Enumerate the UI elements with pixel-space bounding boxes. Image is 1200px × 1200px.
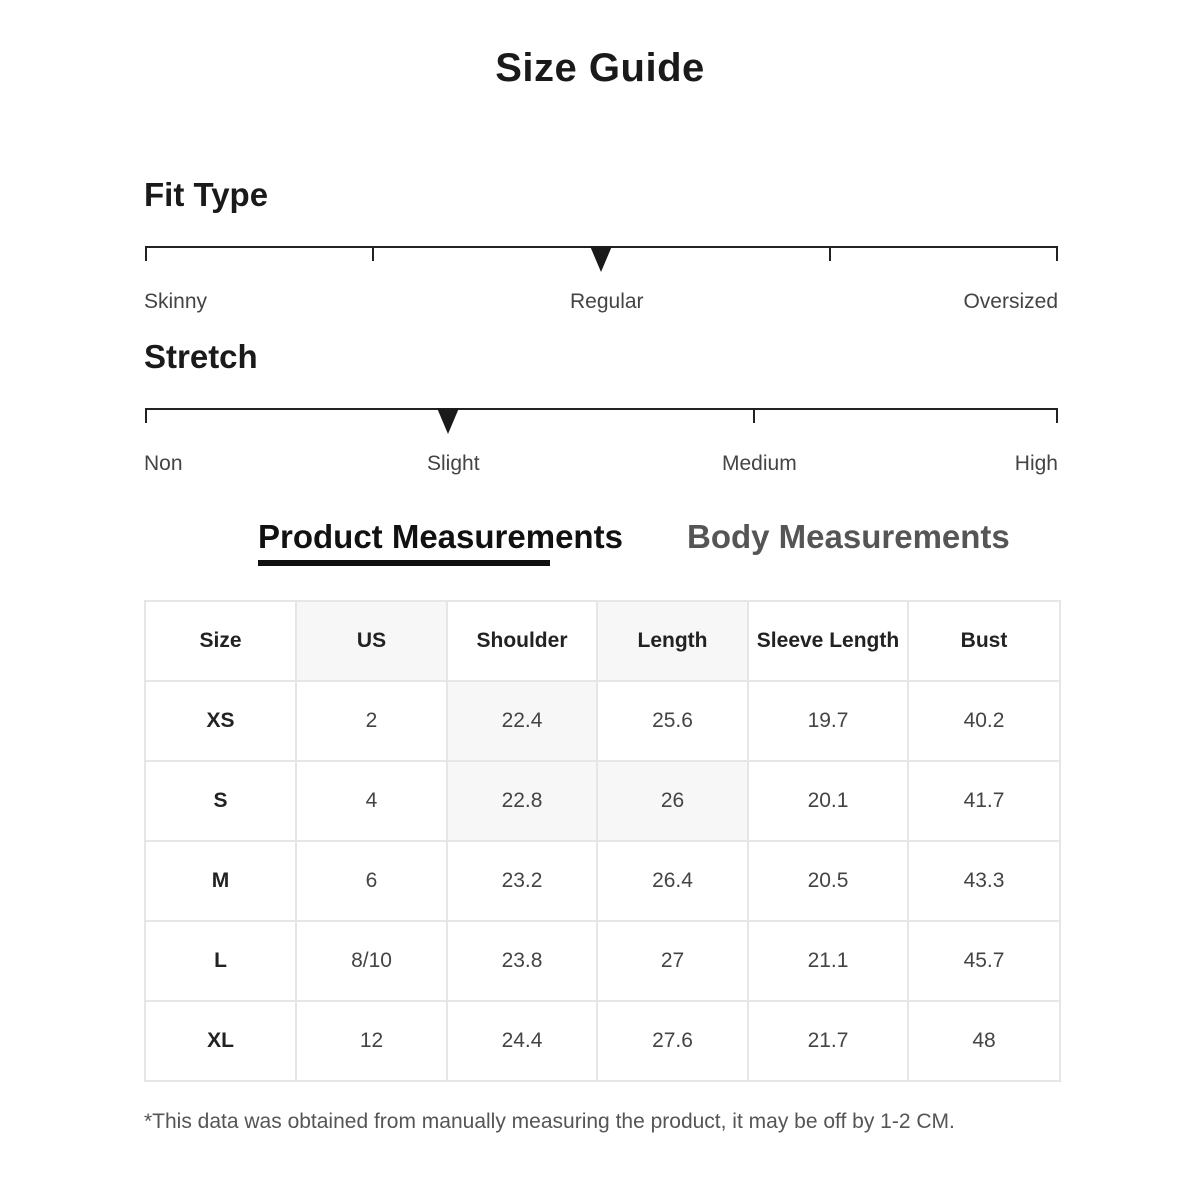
table-cell: 23.2	[447, 841, 597, 921]
table-cell: 20.1	[748, 761, 908, 841]
tab-product-measurements[interactable]: Product Measurements	[258, 518, 623, 555]
scale-tick	[145, 408, 147, 423]
table-cell: 22.8	[447, 761, 597, 841]
scale-tick	[829, 246, 831, 261]
table-header-row	[145, 601, 1060, 681]
table-row	[145, 1001, 1060, 1081]
table-cell: 40.2	[908, 681, 1060, 761]
table-cell: XS	[145, 681, 296, 761]
table-cell: 48	[908, 1001, 1060, 1081]
stretch-scale	[145, 408, 1058, 424]
measurement-disclaimer: *This data was obtained from manually measuring the product, it may be off by 1-2 CM.	[144, 1110, 955, 1133]
table-cell: 24.4	[447, 1001, 597, 1081]
table-cell: 23.8	[447, 921, 597, 1001]
fit-label-oversized: Oversized	[963, 290, 1058, 313]
product-measurements-table	[144, 600, 1061, 1082]
fit-label-skinny: Skinny	[144, 290, 208, 313]
fit-type-scale	[145, 246, 1058, 262]
table-cell: 41.7	[908, 761, 1060, 841]
table-cell: 2	[296, 681, 447, 761]
table-cell: 22.4	[447, 681, 597, 761]
table-cell: 21.7	[748, 1001, 908, 1081]
header-bust: Bust	[908, 601, 1060, 681]
scale-tick	[372, 246, 374, 261]
table-cell: M	[145, 841, 296, 921]
table-cell: S	[145, 761, 296, 841]
stretch-label-non: Non	[144, 452, 183, 475]
table-row	[145, 841, 1060, 921]
table-cell: 12	[296, 1001, 447, 1081]
fit-type-heading: Fit Type	[144, 176, 269, 213]
stretch-marker-icon	[437, 408, 459, 434]
table-cell: 25.6	[597, 681, 748, 761]
table-cell: 4	[296, 761, 447, 841]
header-length: Length	[597, 601, 748, 681]
table-row	[145, 761, 1060, 841]
table-cell: 27.6	[597, 1001, 748, 1081]
table-row	[145, 921, 1060, 1001]
scale-line	[145, 408, 1058, 410]
table-cell: 45.7	[908, 921, 1060, 1001]
table-cell: 21.1	[748, 921, 908, 1001]
table-cell: 26.4	[597, 841, 748, 921]
table-row	[145, 681, 1060, 761]
scale-tick	[1056, 246, 1058, 261]
table-cell: 6	[296, 841, 447, 921]
header-shoulder: Shoulder	[447, 601, 597, 681]
fit-label-regular: Regular	[570, 290, 644, 313]
header-sleeve-length: Sleeve Length	[748, 601, 908, 681]
table-cell: L	[145, 921, 296, 1001]
header-us: US	[296, 601, 447, 681]
stretch-label-slight: Slight	[427, 452, 480, 475]
page-title: Size Guide	[495, 46, 705, 90]
scale-tick	[145, 246, 147, 261]
stretch-label-high: High	[1014, 452, 1058, 475]
scale-tick	[753, 408, 755, 423]
stretch-heading: Stretch	[144, 338, 258, 375]
table-cell: 27	[597, 921, 748, 1001]
header-size: Size	[145, 601, 296, 681]
table-cell: 43.3	[908, 841, 1060, 921]
tab-body-measurements[interactable]: Body Measurements	[687, 518, 1010, 555]
table-cell: 19.7	[748, 681, 908, 761]
table-cell: XL	[145, 1001, 296, 1081]
stretch-label-medium: Medium	[722, 452, 797, 475]
scale-tick	[1056, 408, 1058, 423]
active-tab-underline	[258, 560, 550, 566]
table-cell: 8/10	[296, 921, 447, 1001]
fit-type-marker-icon	[590, 246, 612, 272]
table-cell: 26	[597, 761, 748, 841]
table-cell: 20.5	[748, 841, 908, 921]
